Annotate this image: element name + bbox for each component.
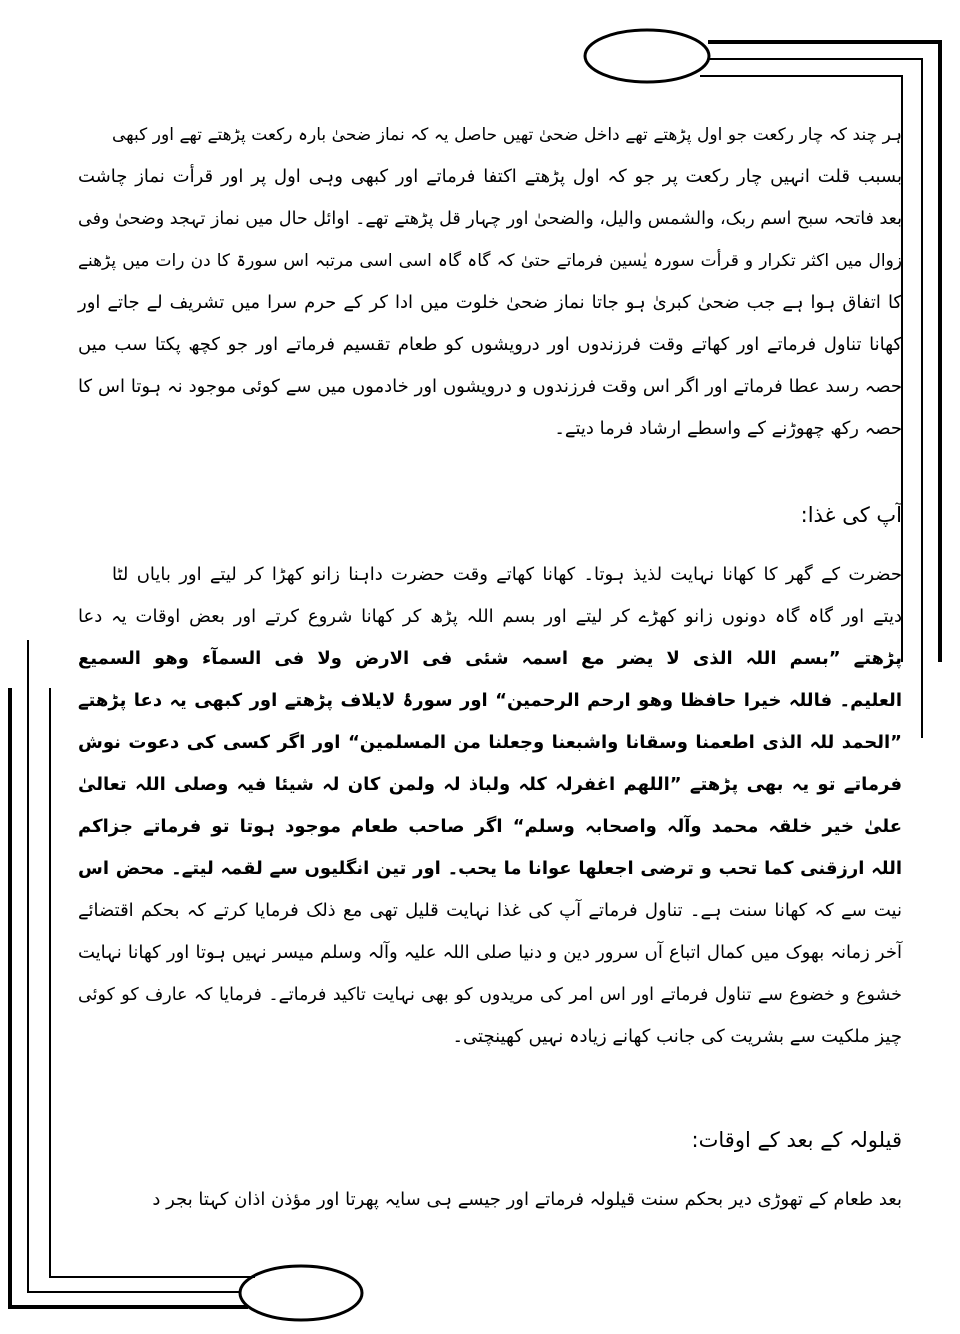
paragraph-line: زوال میں اکثر تکرار و قرأت سورہ یٰسین فرماتے حتیٰ کہ گاہ گاہ اسی اسی مرتبہ اس سورۃ کا دن رات میں پڑھنے [78,251,902,271]
paragraph-line: دیتے اور گاہ گاہ دونوں زانو کھڑے کر لیتے اور بسم اللہ پڑھ کر کھانا شروع کرتے اور بعض اوقات یہ دعا [78,606,902,627]
paragraph-line: حصہ رکھ چھوڑنے کے واسطے ارشاد فرما دیتے۔ [554,418,902,439]
paragraph-line: آخر زمانہ بھوک میں کمال اتباع آں سرور دین و دنیا صلی اللہ علیہ وآلہ وسلم میسر نہیں ہوتا اور کھانا نہایت [78,942,902,963]
paragraph-line: اللہ ارزقنی کما تحب و ترضی اجعلھا عوانا ما یحب۔ اور تین انگلیوں سے لقمہ لیتے۔ محض اس [78,858,902,879]
paragraph-line: چیز ملکیت سے بشریت کی جانب کھانے زیادہ نہیں کھینچتی۔ [452,1026,902,1047]
section-heading: قیلولہ کے بعد کے اوقات: [691,1128,902,1152]
paragraph-line: بعد فاتحہ سبح اسم ربک، والشمس والیل، والضحیٰ اور چہار قل پڑھتے تھے۔ اوائل حال میں نماز تہجد وضحیٰ وفی [78,209,902,229]
paragraph-line: العلیم۔ فاللہ خیرا حافظا وھو ارحم الرحمین“ اور سورۂ لایلاف پڑھتے اور کبھی یہ دعا پڑھتے [78,690,902,711]
paragraph-line: کھانا تناول فرماتے اور کھاتے وقت فرزندوں اور درویشوں کو طعام تقسیم فرماتے اور جو کچھ پکتا سب میں [78,334,902,355]
top-ornament-oval [585,30,709,82]
paragraph-line: علیٰ خیر خلقہ محمد وآلہ واصحابہ وسلم“ اگر صاحب طعام موجود ہوتا تو فرماتے جزاکم [78,816,902,837]
paragraph-line: حصہ رسد عطا فرماتے اور اگر اس وقت فرزندوں و درویشوں اور خادموں میں سے کوئی موجود نہ ہوتا اس کا [78,376,902,397]
paragraph-line: بسبب قلت انہیں چار رکعت پر جو کہ اول پڑھتے اکتفا فرماتے اور کبھی وہی اول پر اور قرأت نماز چاشت [78,166,902,187]
paragraph-line: ”الحمد للہ الذی اطعمنا وسقانا واشبعنا وجعلنا من المسلمین“ اور اگر کسی کی دعوت نوش [78,732,902,753]
paragraph-line: کا اتفاق ہوا ہے جب ضحیٰ کبریٰ ہو جاتا نماز ضحیٰ خلوت میں ادا کر کے حرم سرا میں تشریف لے جاتے اور [78,292,902,313]
section-heading: آپ کی غذا: [800,503,902,527]
paragraph-line: نیت سے کہ کھانا سنت ہے۔ تناول فرماتے آپ کی غذا نہایت قلیل تھی مع ذلک فرمایا کرتے کہ بحکم اقتضائے [78,900,902,921]
paragraph-line: فرماتے تو یہ بھی پڑھتے ”اللھم اغفرلہ کلہ ولباذ لہ ولمن کان لہ شیئا فیہ وصلی اللہ تعالیٰ [78,774,902,795]
bottom-ornament-oval [240,1266,362,1320]
paragraph-line: پڑھتے ”بسم اللہ الذی لا یضر مع اسمہ شئی فی الارض ولا فی السمآء وھو السمیع [78,648,902,669]
paragraph-line: بعد طعام کے تھوڑی دیر بحکم سنت قیلولہ فرماتے اور جیسے ہی سایہ پھرتا اور مؤذن اذان کہتا بجر د [152,1189,902,1210]
paragraph-line: حضرت کے گھر کا کھانا نہایت لذیذ ہوتا۔ کھانا کھاتے وقت حضرت داہنا زانو کھڑا کر لیتے اور بایاں لٹا [112,564,902,585]
paragraph-line: خشوع و خضوع سے تناول فرماتے اور اس امر کی مریدوں کو بھی نہایت تاکید فرماتے۔ فرمایا کہ عارف کو کوئی [78,985,902,1005]
paragraph-line: ہر چند کہ چار رکعت جو اول پڑھتے تھے داخل ضحیٰ تھیں حاصل یہ کہ نماز ضحیٰ بارہ رکعت پڑھتے تھے اور کبھی [112,125,902,145]
